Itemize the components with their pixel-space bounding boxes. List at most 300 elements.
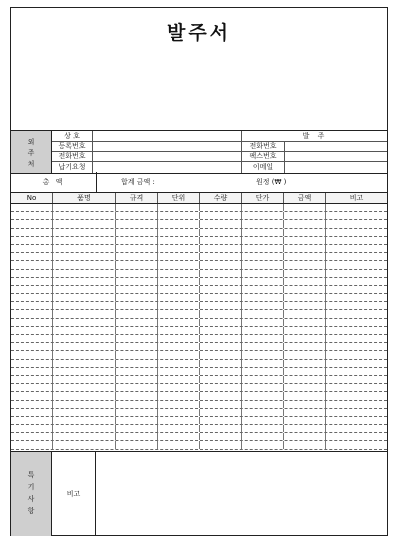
supplier-section	[11, 130, 387, 174]
table-cell[interactable]	[200, 204, 242, 211]
table-cell[interactable]	[53, 220, 116, 227]
table-cell[interactable]	[116, 441, 158, 448]
table-cell[interactable]	[242, 253, 284, 260]
table-row	[11, 401, 387, 409]
table-cell[interactable]	[116, 319, 158, 326]
table-cell[interactable]	[200, 270, 242, 277]
table-cell[interactable]	[158, 310, 200, 317]
table-cell[interactable]	[326, 360, 387, 367]
table-cell[interactable]	[242, 368, 284, 375]
table-cell[interactable]	[158, 212, 200, 219]
table-cell[interactable]	[116, 286, 158, 293]
table-cell[interactable]	[284, 401, 326, 408]
table-cell[interactable]	[326, 294, 387, 301]
table-cell[interactable]	[200, 417, 242, 424]
supplier-side-label	[11, 131, 52, 173]
table-cell[interactable]	[11, 261, 53, 268]
table-cell[interactable]	[53, 294, 116, 301]
table-cell[interactable]	[116, 310, 158, 317]
table-cell[interactable]	[326, 376, 387, 383]
table-cell[interactable]	[284, 335, 326, 342]
table-cell[interactable]	[116, 220, 158, 227]
table-cell[interactable]	[53, 319, 116, 326]
table-cell[interactable]	[116, 376, 158, 383]
table-cell[interactable]	[242, 351, 284, 358]
table-cell[interactable]	[284, 351, 326, 358]
table-cell[interactable]	[11, 425, 53, 432]
table-cell[interactable]	[242, 417, 284, 424]
column-header: No	[11, 193, 53, 203]
table-cell[interactable]	[200, 384, 242, 391]
table-row	[11, 294, 387, 302]
table-cell[interactable]	[200, 351, 242, 358]
table-cell[interactable]	[158, 335, 200, 342]
table-cell[interactable]	[116, 212, 158, 219]
side-char: 외	[27, 138, 35, 146]
table-row	[11, 278, 387, 286]
table-cell[interactable]	[200, 401, 242, 408]
table-row	[11, 220, 387, 228]
table-cell[interactable]	[200, 212, 242, 219]
table-cell[interactable]	[11, 401, 53, 408]
table-row	[11, 204, 387, 212]
table-cell[interactable]	[158, 204, 200, 211]
table-cell[interactable]	[326, 417, 387, 424]
table-cell[interactable]	[242, 302, 284, 309]
table-cell[interactable]	[116, 351, 158, 358]
table-cell[interactable]	[326, 204, 387, 211]
table-cell[interactable]	[326, 335, 387, 342]
table-cell[interactable]	[200, 441, 242, 448]
email-label: 이메일	[241, 161, 285, 173]
table-cell[interactable]	[116, 294, 158, 301]
table-cell[interactable]	[242, 270, 284, 277]
table-row	[11, 212, 387, 220]
table-cell[interactable]	[116, 261, 158, 268]
table-row	[11, 417, 387, 425]
table-cell[interactable]	[158, 384, 200, 391]
table-row	[11, 392, 387, 400]
table-cell[interactable]	[284, 245, 326, 252]
table-cell[interactable]	[11, 327, 53, 334]
table-row	[11, 237, 387, 245]
table-cell[interactable]	[242, 212, 284, 219]
table-cell[interactable]	[242, 220, 284, 227]
side-char: 항	[27, 507, 35, 515]
table-cell[interactable]	[53, 392, 116, 399]
table-cell[interactable]	[242, 237, 284, 244]
table-cell[interactable]	[116, 392, 158, 399]
table-cell[interactable]	[116, 237, 158, 244]
table-cell[interactable]	[242, 286, 284, 293]
table-cell[interactable]	[158, 270, 200, 277]
table-cell[interactable]	[158, 417, 200, 424]
order-header: 발 주	[241, 131, 388, 141]
table-row	[11, 343, 387, 351]
table-cell[interactable]	[200, 343, 242, 350]
table-cell[interactable]	[200, 368, 242, 375]
table-cell[interactable]	[326, 253, 387, 260]
table-cell[interactable]	[242, 310, 284, 317]
table-cell[interactable]	[11, 417, 53, 424]
table-cell[interactable]	[242, 335, 284, 342]
table-cell[interactable]	[116, 327, 158, 334]
table-cell[interactable]	[200, 335, 242, 342]
table-cell[interactable]	[200, 327, 242, 334]
column-header: 비고	[349, 194, 364, 202]
table-row	[11, 368, 387, 376]
table-cell[interactable]	[53, 245, 116, 252]
table-cell[interactable]	[284, 368, 326, 375]
table-cell[interactable]	[326, 261, 387, 268]
table-cell[interactable]	[158, 360, 200, 367]
table-cell[interactable]	[200, 302, 242, 309]
won-label: 원정 (₩ )	[256, 178, 287, 186]
table-row	[11, 261, 387, 269]
table-cell[interactable]	[158, 376, 200, 383]
table-cell[interactable]	[158, 409, 200, 416]
table-cell[interactable]	[200, 433, 242, 440]
table-row	[11, 286, 387, 294]
table-cell[interactable]	[11, 409, 53, 416]
table-cell[interactable]	[11, 384, 53, 391]
table-cell[interactable]	[158, 294, 200, 301]
table-cell[interactable]	[53, 441, 116, 448]
table-cell[interactable]	[284, 286, 326, 293]
table-cell[interactable]	[326, 278, 387, 285]
order-phone-label: 전화번호	[241, 141, 285, 151]
table-cell[interactable]	[242, 401, 284, 408]
table-cell[interactable]	[200, 237, 242, 244]
table-row	[11, 310, 387, 318]
table-cell[interactable]	[242, 327, 284, 334]
table-row	[11, 433, 387, 441]
table-cell[interactable]	[116, 245, 158, 252]
sum-label: 합계 금액 :	[121, 178, 155, 186]
table-cell[interactable]	[11, 441, 53, 448]
table-cell[interactable]	[53, 417, 116, 424]
table-cell[interactable]	[284, 360, 326, 367]
table-cell[interactable]	[242, 376, 284, 383]
table-cell[interactable]	[116, 433, 158, 440]
total-amount-row	[11, 172, 387, 193]
table-cell[interactable]	[326, 351, 387, 358]
table-cell[interactable]	[284, 384, 326, 391]
table-cell[interactable]	[242, 204, 284, 211]
table-cell[interactable]	[326, 302, 387, 309]
table-cell[interactable]	[158, 392, 200, 399]
table-cell[interactable]	[11, 302, 53, 309]
table-cell[interactable]	[326, 401, 387, 408]
table-cell[interactable]	[11, 294, 53, 301]
table-cell[interactable]	[11, 212, 53, 219]
table-cell[interactable]	[242, 425, 284, 432]
table-cell[interactable]	[284, 376, 326, 383]
table-cell[interactable]	[200, 278, 242, 285]
table-cell[interactable]	[11, 286, 53, 293]
table-cell[interactable]	[116, 278, 158, 285]
table-cell[interactable]	[200, 286, 242, 293]
table-cell[interactable]	[242, 319, 284, 326]
table-cell[interactable]	[242, 360, 284, 367]
table-cell[interactable]	[158, 278, 200, 285]
table-cell[interactable]	[158, 343, 200, 350]
table-cell[interactable]	[158, 245, 200, 252]
table-cell[interactable]	[242, 384, 284, 391]
table-row	[11, 441, 387, 449]
table-cell[interactable]	[284, 302, 326, 309]
table-cell[interactable]	[242, 441, 284, 448]
table-cell[interactable]	[53, 253, 116, 260]
table-row	[11, 360, 387, 368]
table-cell[interactable]	[53, 310, 116, 317]
table-row	[11, 409, 387, 417]
table-cell[interactable]	[326, 229, 387, 236]
table-cell[interactable]	[200, 310, 242, 317]
table-cell[interactable]	[158, 351, 200, 358]
table-cell[interactable]	[200, 294, 242, 301]
table-cell[interactable]	[53, 335, 116, 342]
table-cell[interactable]	[53, 401, 116, 408]
items-table	[11, 193, 387, 450]
table-cell[interactable]	[116, 417, 158, 424]
table-cell[interactable]	[53, 270, 116, 277]
table-cell[interactable]	[284, 294, 326, 301]
table-cell[interactable]	[53, 384, 116, 391]
document-title: 발주서	[166, 22, 232, 44]
table-cell[interactable]	[116, 343, 158, 350]
table-cell[interactable]	[11, 245, 53, 252]
table-cell[interactable]	[11, 319, 53, 326]
table-cell[interactable]	[116, 270, 158, 277]
side-char: 기	[27, 483, 35, 491]
table-cell[interactable]	[11, 376, 53, 383]
table-cell[interactable]	[326, 392, 387, 399]
table-cell[interactable]	[11, 270, 53, 277]
table-cell[interactable]	[158, 237, 200, 244]
table-cell[interactable]	[200, 360, 242, 367]
table-cell[interactable]	[284, 229, 326, 236]
table-cell[interactable]	[242, 343, 284, 350]
table-cell[interactable]	[200, 220, 242, 227]
table-cell[interactable]	[116, 425, 158, 432]
table-cell[interactable]	[11, 278, 53, 285]
table-cell[interactable]	[116, 253, 158, 260]
table-cell[interactable]	[326, 409, 387, 416]
table-cell[interactable]	[158, 253, 200, 260]
purchase-order-sheet	[10, 7, 388, 536]
table-cell[interactable]	[200, 319, 242, 326]
table-cell[interactable]	[326, 212, 387, 219]
table-cell[interactable]	[284, 212, 326, 219]
table-cell[interactable]	[242, 409, 284, 416]
table-cell[interactable]	[116, 368, 158, 375]
column-header: 단가	[242, 193, 284, 203]
items-body	[11, 204, 387, 450]
table-cell[interactable]	[11, 204, 53, 211]
table-cell[interactable]	[116, 360, 158, 367]
table-cell[interactable]	[326, 368, 387, 375]
column-header: 금액	[284, 193, 326, 203]
table-cell[interactable]	[284, 253, 326, 260]
table-cell[interactable]	[200, 409, 242, 416]
table-cell[interactable]	[284, 310, 326, 317]
table-cell[interactable]	[242, 294, 284, 301]
table-cell[interactable]	[11, 310, 53, 317]
table-cell[interactable]	[53, 351, 116, 358]
table-cell[interactable]	[326, 319, 387, 326]
table-cell[interactable]	[326, 343, 387, 350]
table-cell[interactable]	[284, 278, 326, 285]
column-header: 단위	[158, 193, 200, 203]
table-cell[interactable]	[326, 237, 387, 244]
notes-side-label	[11, 452, 52, 536]
table-cell[interactable]	[11, 229, 53, 236]
table-cell[interactable]	[284, 441, 326, 448]
table-cell[interactable]	[326, 286, 387, 293]
table-cell[interactable]	[53, 229, 116, 236]
table-cell[interactable]	[284, 409, 326, 416]
table-cell[interactable]	[242, 245, 284, 252]
table-cell[interactable]	[284, 392, 326, 399]
table-cell[interactable]	[11, 253, 53, 260]
table-cell[interactable]	[326, 270, 387, 277]
column-header: 수량	[200, 193, 242, 203]
table-row	[11, 425, 387, 433]
special-notes-section	[11, 451, 387, 536]
items-header	[11, 193, 387, 204]
table-row	[11, 270, 387, 278]
table-cell[interactable]	[11, 237, 53, 244]
table-cell[interactable]	[11, 351, 53, 358]
table-cell[interactable]	[116, 204, 158, 211]
table-cell[interactable]	[53, 302, 116, 309]
table-row	[11, 351, 387, 359]
table-cell[interactable]	[200, 425, 242, 432]
table-cell[interactable]	[200, 253, 242, 260]
table-cell[interactable]	[11, 335, 53, 342]
table-cell[interactable]	[158, 319, 200, 326]
table-cell[interactable]	[53, 204, 116, 211]
table-cell[interactable]	[116, 401, 158, 408]
table-cell[interactable]	[53, 360, 116, 367]
table-cell[interactable]	[11, 433, 53, 440]
table-cell[interactable]	[158, 441, 200, 448]
table-cell[interactable]	[242, 229, 284, 236]
table-cell[interactable]	[158, 425, 200, 432]
table-cell[interactable]	[11, 343, 53, 350]
table-cell[interactable]	[242, 392, 284, 399]
table-cell[interactable]	[284, 270, 326, 277]
table-cell[interactable]	[284, 237, 326, 244]
table-cell[interactable]	[116, 335, 158, 342]
table-cell[interactable]	[326, 245, 387, 252]
table-cell[interactable]	[326, 310, 387, 317]
table-cell[interactable]	[326, 425, 387, 432]
table-cell[interactable]	[284, 327, 326, 334]
table-cell[interactable]	[53, 261, 116, 268]
table-cell[interactable]	[284, 343, 326, 350]
table-cell[interactable]	[53, 343, 116, 350]
table-cell[interactable]	[53, 433, 116, 440]
table-cell[interactable]	[200, 229, 242, 236]
remarks-label: 비고	[52, 452, 96, 536]
table-cell[interactable]	[200, 376, 242, 383]
total-label: 총 액	[11, 172, 97, 192]
table-cell[interactable]	[116, 302, 158, 309]
table-cell[interactable]	[326, 433, 387, 440]
table-row	[11, 327, 387, 335]
table-cell[interactable]	[116, 409, 158, 416]
registration-number-label: 등록번호	[52, 141, 93, 151]
table-cell[interactable]	[284, 204, 326, 211]
table-cell[interactable]	[53, 368, 116, 375]
table-cell[interactable]	[326, 441, 387, 448]
table-cell[interactable]	[53, 425, 116, 432]
company-name-label: 상 호	[52, 131, 93, 141]
table-cell[interactable]	[158, 261, 200, 268]
table-cell[interactable]	[284, 433, 326, 440]
table-cell[interactable]	[200, 261, 242, 268]
table-row	[11, 376, 387, 384]
table-cell[interactable]	[326, 220, 387, 227]
table-cell[interactable]	[200, 392, 242, 399]
table-cell[interactable]	[53, 237, 116, 244]
table-cell[interactable]	[116, 384, 158, 391]
table-cell[interactable]	[158, 433, 200, 440]
table-cell[interactable]	[284, 417, 326, 424]
table-cell[interactable]	[53, 327, 116, 334]
table-cell[interactable]	[11, 360, 53, 367]
table-cell[interactable]	[284, 220, 326, 227]
table-cell[interactable]	[158, 327, 200, 334]
table-cell[interactable]	[158, 368, 200, 375]
table-row	[11, 384, 387, 392]
table-cell[interactable]	[158, 286, 200, 293]
table-cell[interactable]	[158, 302, 200, 309]
side-char: 처	[27, 160, 35, 168]
table-cell[interactable]	[53, 212, 116, 219]
table-cell[interactable]	[53, 409, 116, 416]
table-cell[interactable]	[242, 433, 284, 440]
column-header: 규격	[116, 193, 158, 203]
table-cell[interactable]	[11, 220, 53, 227]
table-cell[interactable]	[326, 327, 387, 334]
table-cell[interactable]	[284, 319, 326, 326]
side-char: 주	[27, 149, 35, 157]
table-cell[interactable]	[158, 220, 200, 227]
side-char: 사	[27, 495, 35, 503]
table-cell[interactable]	[53, 278, 116, 285]
table-row	[11, 335, 387, 343]
table-cell[interactable]	[116, 229, 158, 236]
table-cell[interactable]	[284, 425, 326, 432]
table-row	[11, 319, 387, 327]
table-cell[interactable]	[11, 392, 53, 399]
table-cell[interactable]	[158, 401, 200, 408]
table-cell[interactable]	[326, 384, 387, 391]
table-cell[interactable]	[53, 376, 116, 383]
table-cell[interactable]	[242, 278, 284, 285]
phone-label: 전화번호	[52, 151, 93, 161]
table-cell[interactable]	[242, 261, 284, 268]
table-cell[interactable]	[284, 261, 326, 268]
table-cell[interactable]	[158, 229, 200, 236]
table-cell[interactable]	[200, 245, 242, 252]
table-cell[interactable]	[11, 368, 53, 375]
side-char: 특	[27, 471, 35, 479]
table-cell[interactable]	[53, 286, 116, 293]
